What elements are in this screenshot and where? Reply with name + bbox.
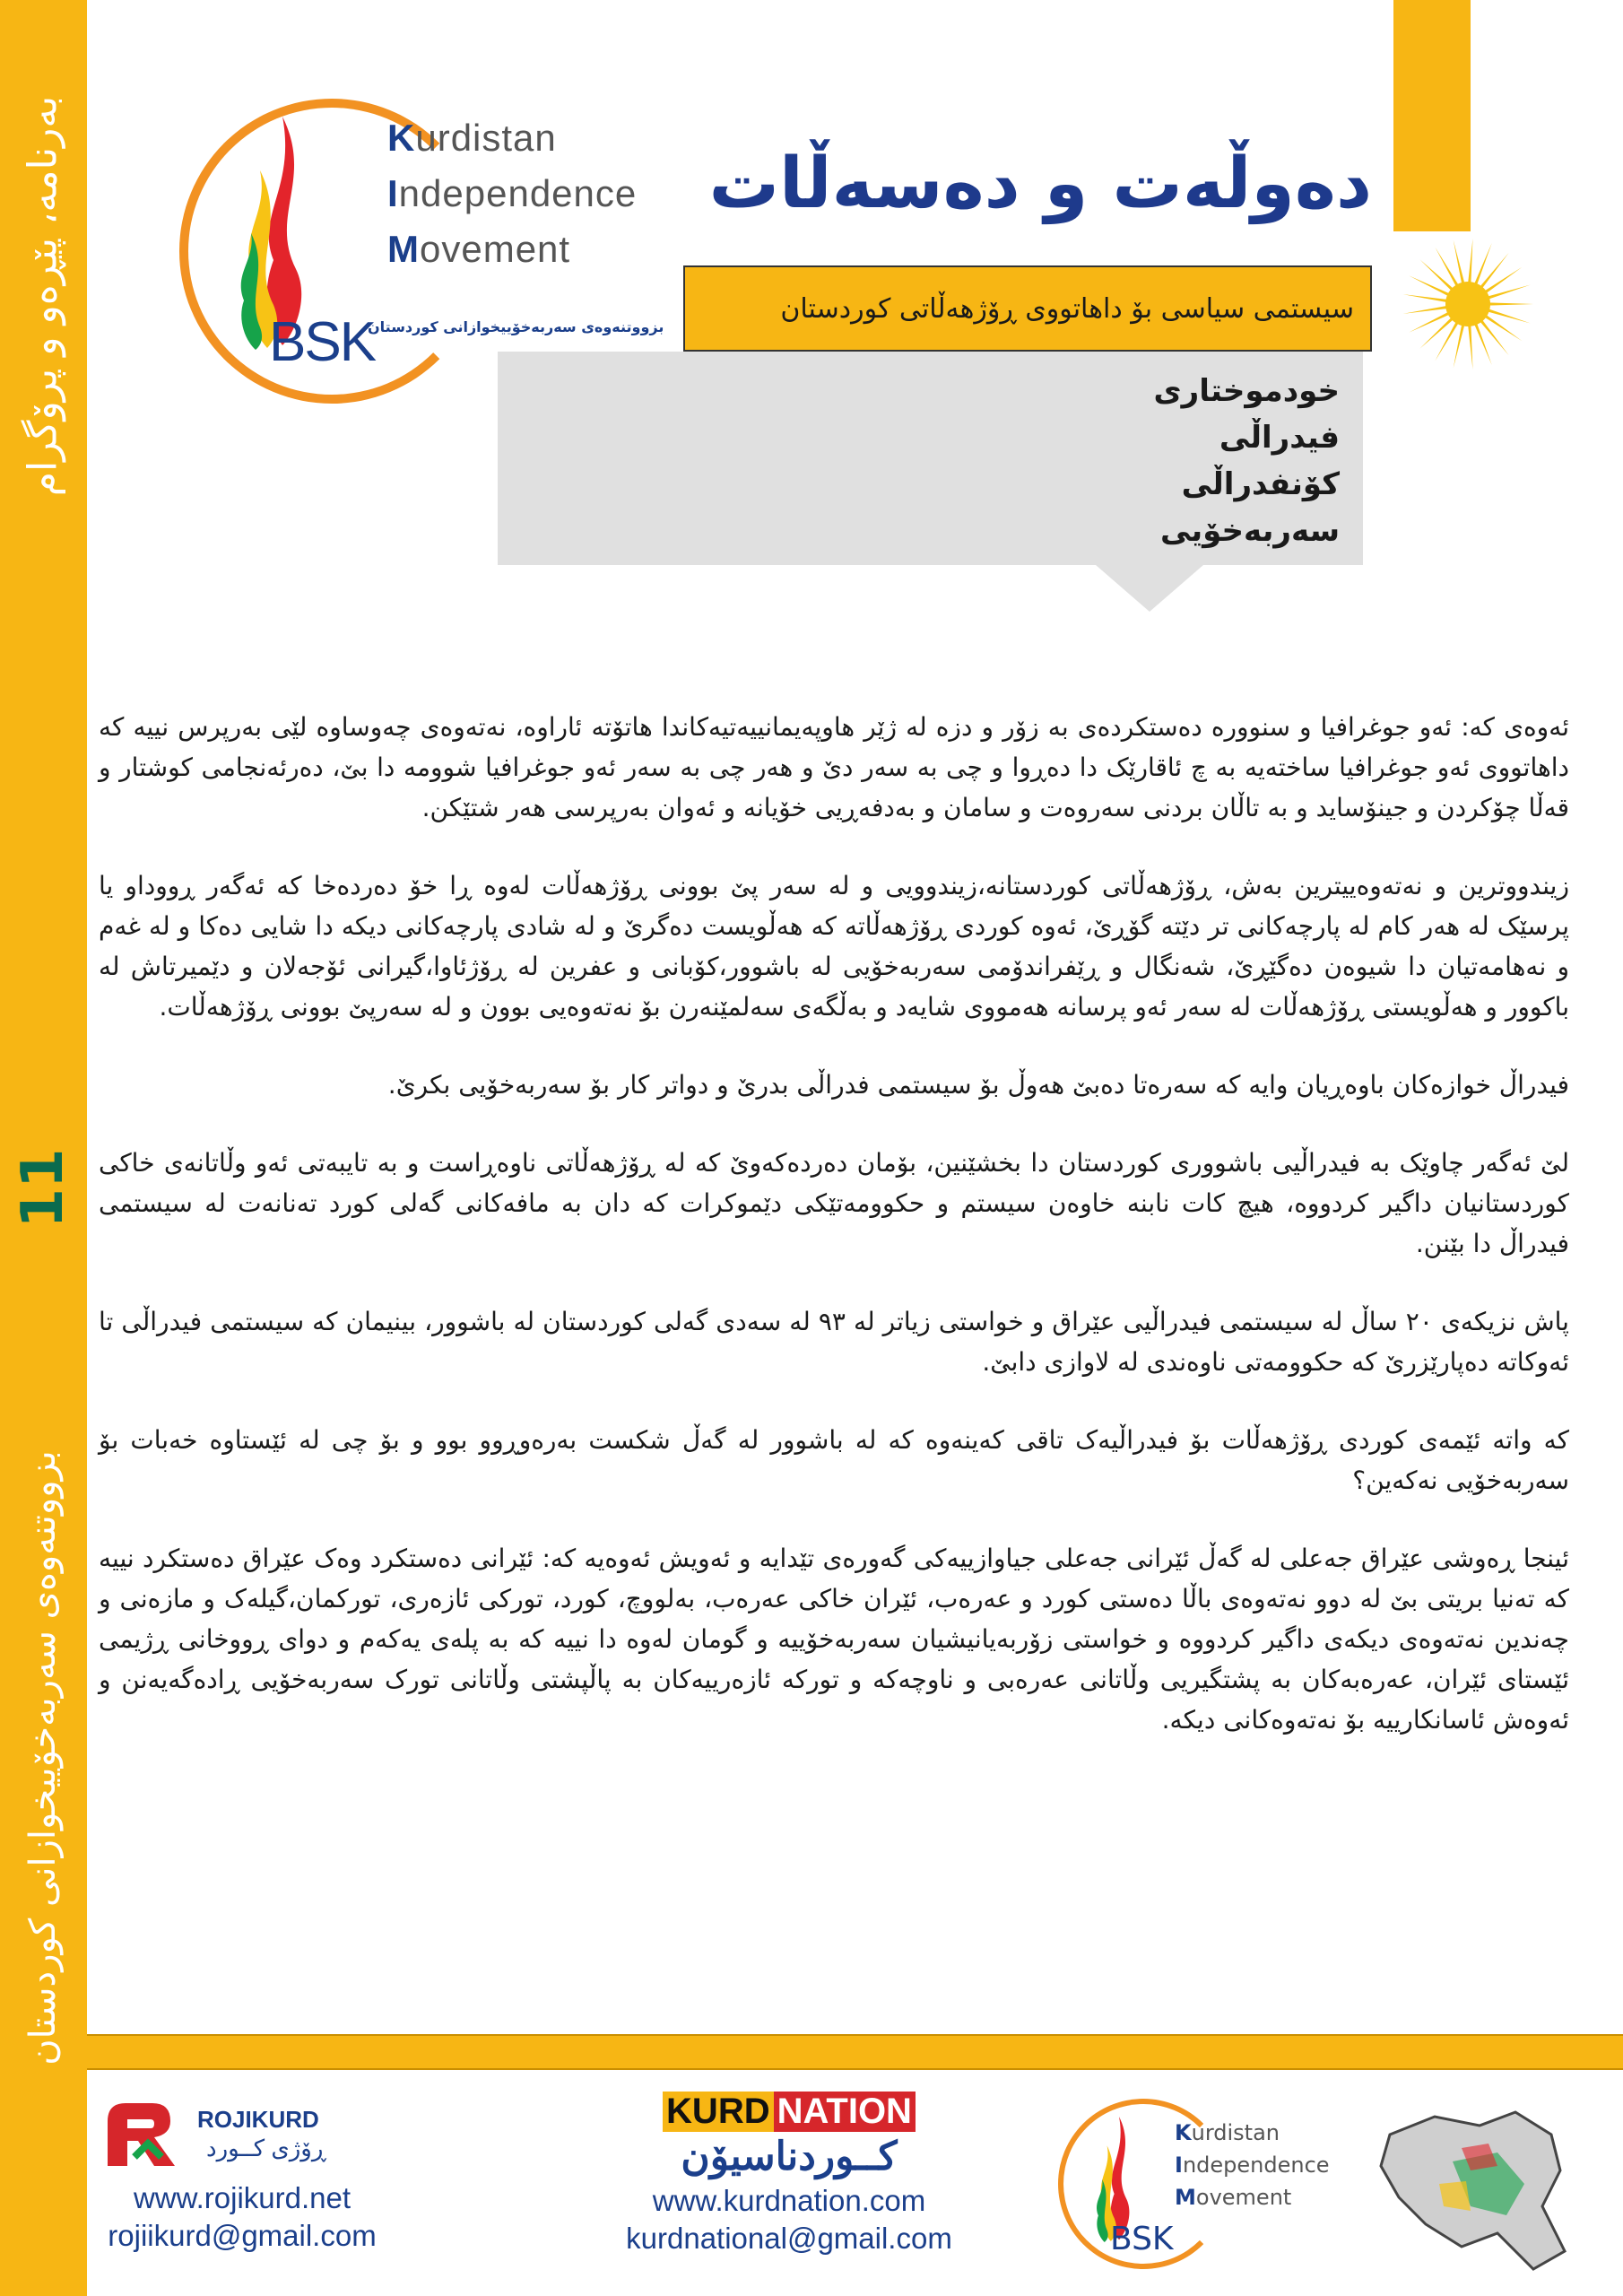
page-subtitle: سیستمی سیاسی بۆ داهاتووی ڕۆژهەڵاتی کوردستان [780, 292, 1354, 325]
system-independence: سەربەخۆیی [1160, 513, 1340, 549]
kurdnation-block [592, 2092, 986, 2257]
side-organization-name: بزووتنەوەی سەربەخۆییخوازانی کوردستان [22, 1450, 64, 2066]
logo-line-2: Independence [387, 172, 638, 214]
logo-line-1: Kurdistan [387, 117, 557, 159]
logo-kurdish-name: بزووتنەوەی سەربەخۆییخوازانی کوردستان [368, 318, 664, 335]
kurdnation-email[interactable]: kurdnational@gmail.com [626, 2222, 952, 2255]
kurdnation-banner [592, 2092, 986, 2132]
footer-divider [87, 2034, 1623, 2070]
kurdnation-name-ku: کــوردناسیۆن [681, 2135, 898, 2179]
logo-line-3: Movement [387, 228, 571, 270]
sun-icon [1399, 235, 1537, 373]
footer-bsk-logo [1058, 2099, 1363, 2278]
subtitle-box [683, 265, 1372, 352]
page-number: 11 [10, 1148, 76, 1229]
rojikurd-block [90, 2090, 395, 2255]
footer-logo-line-1: Kurdistan [1175, 2120, 1280, 2145]
logo-acronym: BSK [269, 311, 376, 373]
paragraph: کە واتە ئێمەی کوردی ڕۆژهەڵات بۆ فیدراڵیەک تاقی کەینەوە کە لە باشوور لە گەڵ شکست بەرەوڕوو بوو و بۆ چی لە ئێستاوە خەبات بۆ سەربەخۆیی نەکەین؟ [99, 1425, 1569, 1495]
rojikurd-email[interactable]: rojiikurd@gmail.com [108, 2219, 377, 2252]
paragraph: ئەوەی کە: ئەو جوغرافیا و سنوورە دەستکردەی بە زۆر و دزە لە ژێر هاوپەیمانییەتیەکاندا هاتۆتە ئاراوە، نەتەوەی چەوساوە لێی بەرپرس نییە کە داهاتووی ئەو جوغرافیا ساختەیە بە چ ئاقارێک دا دەڕوا و چی بە سەر دێ و هەر چی بە سەر ئەو جوغرافیا شوومە دا بێ، دەرئەنجامی کوشتار و قەڵا چۆکردن و جینۆساید و بە تاڵان بردنی سەروەت و سامان و بەدفەڕیی خۆیانە و ئەوان بەرپرسی هەر شتێکن. [99, 712, 1569, 822]
rojikurd-name: ROJIKURD [197, 2106, 319, 2133]
footer-logo-acronym: BSK [1110, 2221, 1174, 2257]
kurdnation-url[interactable]: www.kurdnation.com [652, 2184, 926, 2217]
systems-list [1153, 368, 1340, 554]
title-accent-strip [1393, 0, 1471, 231]
paragraph: پاش نزیکەی ٢٠ ساڵ لە سیستمی فیدراڵیی عێراق و خواستی زیاتر لە ٩٣ لە سەدی گەلی کوردستان لە باشوور، بینیمان کە سیستمی فیدراڵی تا ئەوکاتە دەپارێزرێ کە حکوومەتی ناوەندی لە لاوازی دابێ. [99, 1307, 1569, 1377]
paragraph: فیدراڵ خوازەکان باوەڕیان وایە کە سەرەتا دەبێ هەوڵ بۆ سیستمی فدراڵی بدرێ و دواتر کار بۆ سەربەخۆیی بکرێ. [387, 1070, 1569, 1100]
systems-box [498, 352, 1363, 565]
page-title: دەوڵەت و دەسەڵات [708, 144, 1372, 224]
system-confederal: کۆنفدراڵی [1181, 466, 1340, 502]
rojikurd-logo [90, 2090, 395, 2179]
system-autonomy: خودموختاری [1153, 373, 1340, 409]
system-federal: فیدراڵی [1219, 420, 1340, 456]
kurdnation-banner-left: KURD [663, 2092, 774, 2132]
kurdistan-map-icon [1372, 2099, 1587, 2278]
side-title: بەرنامە، پێڕەو و پرۆگرام [20, 95, 66, 497]
systems-box-pointer [1096, 565, 1203, 612]
rojikurd-mark-icon [99, 2094, 188, 2175]
paragraph: زیندووترین و نەتەوەییترین بەش، ڕۆژهەڵاتی کوردستانە،زیندوویی و لە سەر پێ بوونی ڕۆژهەڵات لەوە ڕا خۆ دەردەخا کە ئەگەر ڕووداو یا پرسێک لە هەر کام لە پارچەکانی تر دێتە گۆڕێ، ئەوە کوردی ڕۆژهەڵاتە کە هەڵویست دەگرێ و لە شادی پارچەکانی دیکە دا شایی دەکا و لە غەم و نەهامەتیان دا شیوەن دەگێڕێ، شەنگال و ڕێفراندۆمی سەربەخۆیی لە باشوور،کۆبانی و عفرین لە ڕۆژئاوا،گیرانی ئۆجەلان و دێمیرتاش لە باکوور و هەڵویستی ڕۆژهەڵات لە سەر ئەو پرسانە هەمووی شایەد و بەڵگەی سەلمێنەرن بۆ نەتەوەیی بوون و لە سەرپێ بوونی ڕۆژهەڵات. [99, 871, 1569, 1022]
paragraph: ئینجا ڕەوشی عێراق جەعلی لە گەڵ ئێرانی جەعلی جیاوازییەکی گەورەی تێدایە و ئەویش ئەوەیە کە: ئێرانی دەستکرد وەک عێراق دەستکرد نییە کە تەنیا بریتی بێ لە دوو نەتەوەی باڵا دەستی کورد و عەرەب، ئێران خاکی عەرەب، بەلووچ، کورد، تورکی ئازەری، تورکمان،گیلەک و مازەنی و چەندین نەتەوەی دیکەی داگیر کردووە و خواستی زۆربەیانیشیان سەربەخۆییە و گومان لەوە دا نییە کە بە پلەی یەکەم و دوای ڕووخانی ڕژیمی ئێستای ئێران، عەرەبەکان بە پشتگیریی وڵاتانی عەرەبی و ناوچەکە و تورکە ئازەرییەکان بە پاڵپشتی وڵاتانی تورک سەربەخۆیی ڕادەگەیەنن و ئەوەش ئاسانکارییە بۆ نەتەوەکانی دیکە. [99, 1544, 1569, 1735]
article-body [99, 707, 1569, 1778]
rojikurd-url[interactable]: www.rojikurd.net [133, 2181, 352, 2214]
footer-logo-line-2: Independence [1175, 2152, 1330, 2178]
kurdnation-banner-right: NATION [774, 2092, 916, 2132]
rojikurd-name-ku: ڕۆژی کــورد [206, 2135, 326, 2161]
paragraph: لێ ئەگەر چاوێک بە فیدراڵیی باشووری کوردستان دا بخشێنین، بۆمان دەردەکەوێ کە لە ڕۆژهەڵاتی ناوەڕاست و بە تایبەتی ئەو وڵاتانەی خاکی کوردستانیان داگیر کردووە، هیچ کات نابنە خاوەن سیستم و حکوومەتێکی دێموکرات کە دان بە مافەکانی گەلی کورد تەنانەت لە سیستمی فیدراڵ دا بێنن. [99, 1148, 1569, 1258]
footer-logo-line-3: Movement [1175, 2185, 1292, 2210]
